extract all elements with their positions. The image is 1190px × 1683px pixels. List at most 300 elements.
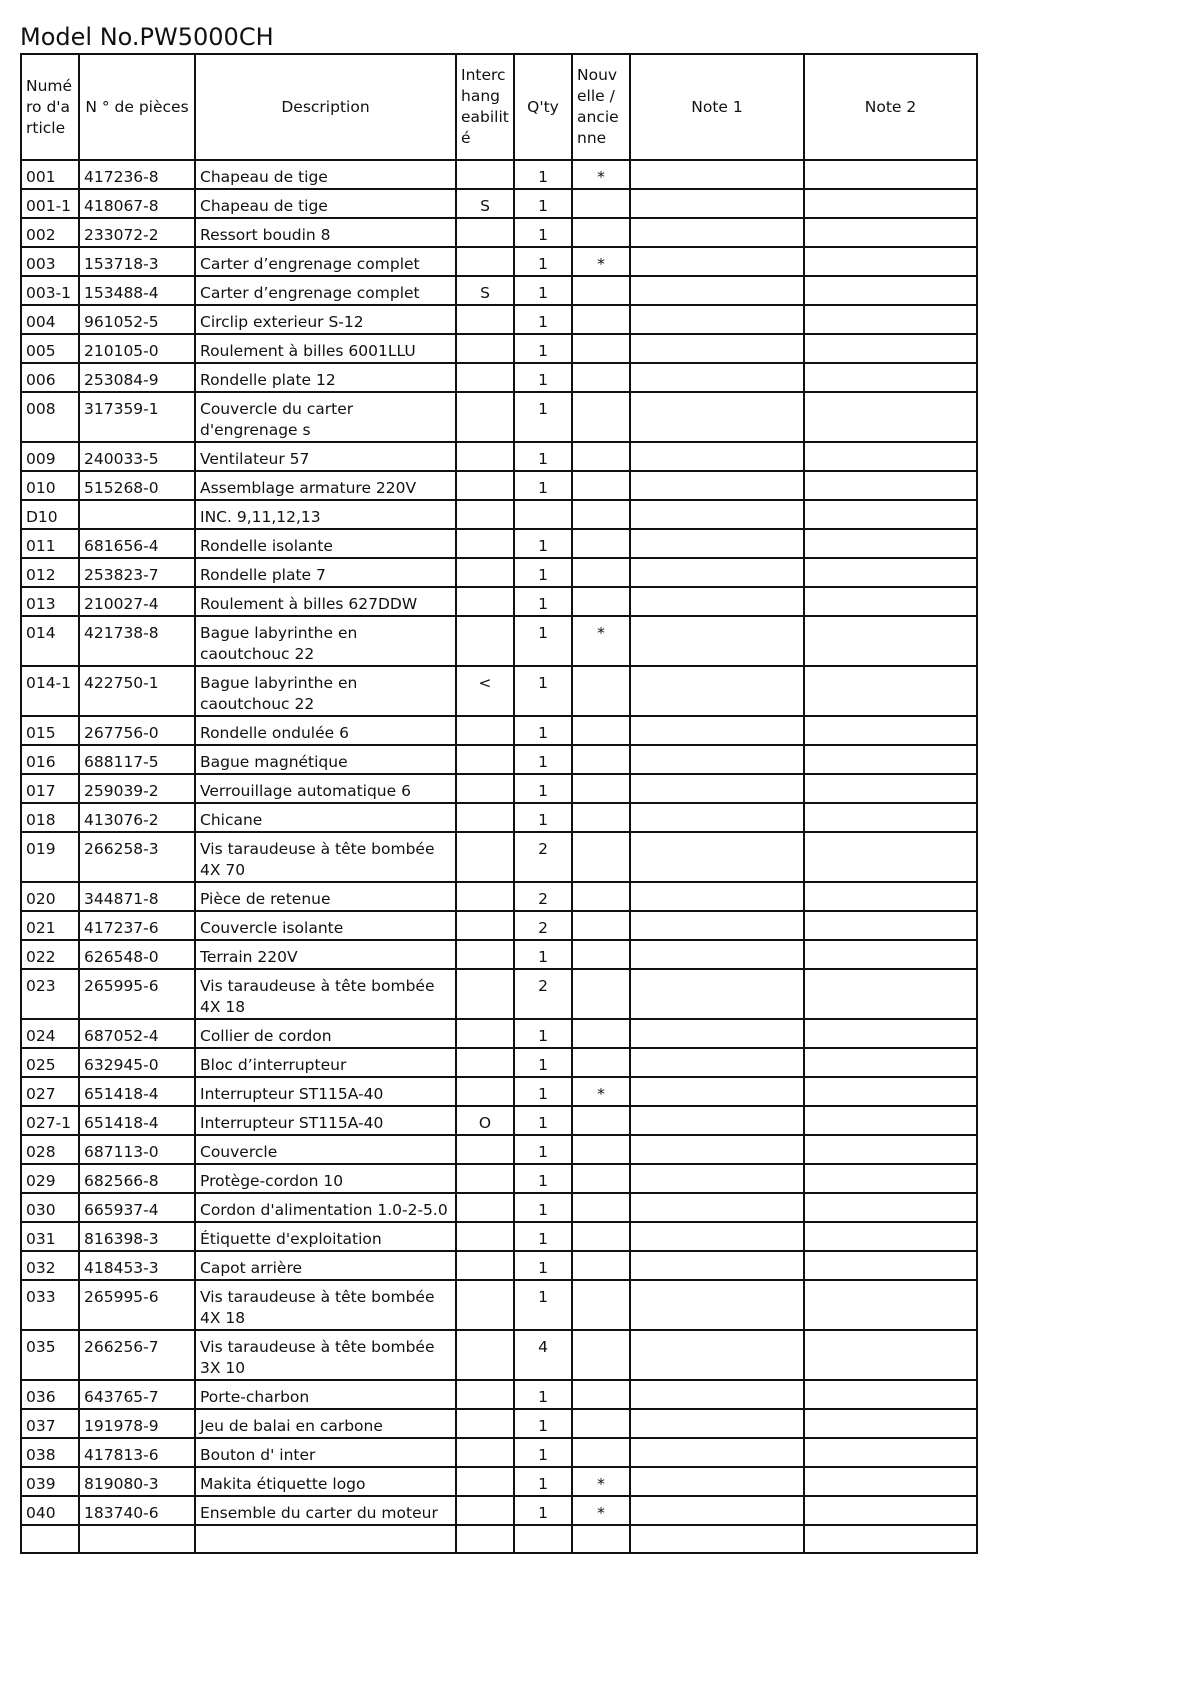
cell-note-2 (804, 500, 977, 529)
cell-item-number: 038 (21, 1438, 79, 1467)
cell-note-2 (804, 1222, 977, 1251)
cell-part-number: 240033-5 (79, 442, 195, 471)
table-row (21, 1019, 977, 1048)
table-row (21, 716, 977, 745)
table-row (21, 774, 977, 803)
cell-interchangeability (456, 558, 514, 587)
cell-part-number: 418453-3 (79, 1251, 195, 1280)
cell-new-old (572, 1164, 630, 1193)
cell-item-number: 005 (21, 334, 79, 363)
cell-item-number: 021 (21, 911, 79, 940)
cell-part-number: 417237-6 (79, 911, 195, 940)
parts-table-body (21, 160, 977, 1553)
cell-item-number: 006 (21, 363, 79, 392)
cell-note-2 (804, 1467, 977, 1496)
cell-new-old (572, 1330, 630, 1380)
table-row (21, 1106, 977, 1135)
cell-part-number: 153718-3 (79, 247, 195, 276)
cell-quantity: 1 (514, 218, 572, 247)
cell-note-1 (630, 1280, 804, 1330)
cell-note-1 (630, 363, 804, 392)
cell-quantity (514, 1525, 572, 1553)
cell-note-2 (804, 1380, 977, 1409)
cell-quantity: 4 (514, 1330, 572, 1380)
cell-interchangeability: O (456, 1106, 514, 1135)
header-new-old: Nouv elle / ancie nne (572, 54, 630, 160)
table-row (21, 276, 977, 305)
cell-quantity: 1 (514, 1496, 572, 1525)
cell-new-old (572, 392, 630, 442)
cell-description: Cordon d'alimentation 1.0-2-5.0 (195, 1193, 456, 1222)
table-row (21, 666, 977, 716)
cell-note-2 (804, 471, 977, 500)
cell-interchangeability (456, 334, 514, 363)
cell-quantity: 1 (514, 1019, 572, 1048)
cell-quantity: 1 (514, 774, 572, 803)
cell-interchangeability (456, 911, 514, 940)
cell-description: Verrouillage automatique 6 (195, 774, 456, 803)
cell-note-1 (630, 392, 804, 442)
cell-note-1 (630, 1222, 804, 1251)
cell-item-number: 012 (21, 558, 79, 587)
cell-part-number: 266256-7 (79, 1330, 195, 1380)
cell-item-number: 032 (21, 1251, 79, 1280)
cell-part-number: 626548-0 (79, 940, 195, 969)
cell-new-old (572, 276, 630, 305)
cell-description: Chapeau de tige (195, 160, 456, 189)
cell-new-old (572, 1135, 630, 1164)
table-row (21, 247, 977, 276)
cell-quantity: 1 (514, 392, 572, 442)
table-row (21, 558, 977, 587)
cell-item-number: 001 (21, 160, 79, 189)
cell-description: Carter d’engrenage complet (195, 276, 456, 305)
table-row (21, 363, 977, 392)
table-row (21, 1280, 977, 1330)
table-row (21, 616, 977, 666)
table-row (21, 832, 977, 882)
cell-part-number: 191978-9 (79, 1409, 195, 1438)
table-row (21, 803, 977, 832)
cell-note-2 (804, 1409, 977, 1438)
cell-new-old (572, 442, 630, 471)
table-row (21, 1251, 977, 1280)
cell-item-number: 016 (21, 745, 79, 774)
cell-item-number: 037 (21, 1409, 79, 1438)
cell-note-1 (630, 1048, 804, 1077)
cell-interchangeability (456, 1135, 514, 1164)
cell-note-2 (804, 1135, 977, 1164)
cell-note-2 (804, 969, 977, 1019)
cell-new-old (572, 218, 630, 247)
cell-item-number: 014 (21, 616, 79, 666)
cell-interchangeability (456, 442, 514, 471)
cell-note-1 (630, 940, 804, 969)
cell-interchangeability (456, 160, 514, 189)
cell-note-1 (630, 1496, 804, 1525)
cell-quantity: 1 (514, 529, 572, 558)
parts-table (20, 53, 978, 1554)
cell-note-1 (630, 529, 804, 558)
cell-quantity: 1 (514, 334, 572, 363)
cell-new-old (572, 716, 630, 745)
cell-quantity: 1 (514, 363, 572, 392)
cell-interchangeability (456, 745, 514, 774)
cell-part-number: 265995-6 (79, 969, 195, 1019)
table-row (21, 1135, 977, 1164)
cell-item-number: 014-1 (21, 666, 79, 716)
cell-item-number: 015 (21, 716, 79, 745)
cell-note-2 (804, 716, 977, 745)
table-row (21, 587, 977, 616)
cell-item-number: 003 (21, 247, 79, 276)
cell-description: Rondelle plate 12 (195, 363, 456, 392)
cell-part-number: 253823-7 (79, 558, 195, 587)
cell-note-2 (804, 745, 977, 774)
cell-item-number: 013 (21, 587, 79, 616)
cell-new-old (572, 1251, 630, 1280)
cell-quantity (514, 500, 572, 529)
cell-quantity: 1 (514, 1222, 572, 1251)
cell-part-number: 259039-2 (79, 774, 195, 803)
header-interchangeability: Interc hang eabilit é (456, 54, 514, 160)
cell-new-old (572, 189, 630, 218)
cell-description: Interrupteur ST115A-40 (195, 1106, 456, 1135)
cell-interchangeability (456, 774, 514, 803)
table-row (21, 940, 977, 969)
cell-note-1 (630, 276, 804, 305)
table-row (21, 160, 977, 189)
cell-quantity: 1 (514, 1135, 572, 1164)
cell-part-number: 253084-9 (79, 363, 195, 392)
cell-new-old (572, 1106, 630, 1135)
cell-note-2 (804, 1280, 977, 1330)
cell-interchangeability (456, 218, 514, 247)
cell-note-1 (630, 305, 804, 334)
cell-interchangeability (456, 1496, 514, 1525)
cell-note-2 (804, 911, 977, 940)
cell-new-old (572, 803, 630, 832)
cell-description: Vis taraudeuse à tête bombée 3X 10 (195, 1330, 456, 1380)
cell-description: Ensemble du carter du moteur (195, 1496, 456, 1525)
cell-note-2 (804, 587, 977, 616)
cell-note-2 (804, 803, 977, 832)
cell-description: Bague labyrinthe en caoutchouc 22 (195, 666, 456, 716)
cell-item-number: 025 (21, 1048, 79, 1077)
cell-description: Collier de cordon (195, 1019, 456, 1048)
cell-new-old (572, 1525, 630, 1553)
cell-quantity: 1 (514, 1438, 572, 1467)
cell-new-old (572, 363, 630, 392)
cell-note-1 (630, 218, 804, 247)
cell-quantity: 1 (514, 616, 572, 666)
cell-part-number: 153488-4 (79, 276, 195, 305)
cell-interchangeability (456, 969, 514, 1019)
cell-description: Couvercle (195, 1135, 456, 1164)
table-row (21, 1077, 977, 1106)
cell-new-old (572, 1438, 630, 1467)
cell-description: Makita étiquette logo (195, 1467, 456, 1496)
cell-item-number: 040 (21, 1496, 79, 1525)
cell-description: Roulement à billes 627DDW (195, 587, 456, 616)
cell-note-2 (804, 1525, 977, 1553)
cell-quantity: 1 (514, 160, 572, 189)
cell-note-2 (804, 442, 977, 471)
cell-item-number: 004 (21, 305, 79, 334)
cell-note-1 (630, 911, 804, 940)
cell-quantity: 1 (514, 1467, 572, 1496)
cell-interchangeability (456, 1164, 514, 1193)
cell-new-old: * (572, 160, 630, 189)
cell-interchangeability (456, 1330, 514, 1380)
cell-quantity: 1 (514, 666, 572, 716)
cell-part-number: 819080-3 (79, 1467, 195, 1496)
cell-item-number: 011 (21, 529, 79, 558)
cell-description: Bouton d' inter (195, 1438, 456, 1467)
cell-quantity: 1 (514, 558, 572, 587)
cell-note-2 (804, 392, 977, 442)
cell-new-old (572, 1409, 630, 1438)
cell-new-old (572, 1380, 630, 1409)
cell-description: Ventilateur 57 (195, 442, 456, 471)
table-row (21, 882, 977, 911)
cell-description: Couvercle isolante (195, 911, 456, 940)
cell-quantity: 2 (514, 969, 572, 1019)
cell-description: Pièce de retenue (195, 882, 456, 911)
cell-description: Jeu de balai en carbone (195, 1409, 456, 1438)
cell-item-number: 035 (21, 1330, 79, 1380)
cell-interchangeability (456, 1222, 514, 1251)
cell-new-old: * (572, 1077, 630, 1106)
cell-item-number: 023 (21, 969, 79, 1019)
cell-new-old (572, 587, 630, 616)
cell-part-number: 421738-8 (79, 616, 195, 666)
cell-description: Protège-cordon 10 (195, 1164, 456, 1193)
cell-item-number: 022 (21, 940, 79, 969)
table-row (21, 1496, 977, 1525)
cell-interchangeability (456, 1077, 514, 1106)
cell-new-old (572, 471, 630, 500)
cell-item-number: 010 (21, 471, 79, 500)
cell-item-number: 018 (21, 803, 79, 832)
cell-interchangeability (456, 587, 514, 616)
cell-note-1 (630, 1380, 804, 1409)
cell-quantity: 1 (514, 305, 572, 334)
cell-note-2 (804, 1330, 977, 1380)
table-row (21, 1330, 977, 1380)
cell-new-old (572, 745, 630, 774)
table-row (21, 1467, 977, 1496)
cell-description: Bague magnétique (195, 745, 456, 774)
cell-description: Bloc d’interrupteur (195, 1048, 456, 1077)
cell-item-number: 019 (21, 832, 79, 882)
cell-quantity: 1 (514, 803, 572, 832)
cell-item-number: 027 (21, 1077, 79, 1106)
cell-description: Couvercle du carter d'engrenage s (195, 392, 456, 442)
cell-new-old (572, 1019, 630, 1048)
cell-description: Vis taraudeuse à tête bombée 4X 70 (195, 832, 456, 882)
cell-quantity: 1 (514, 587, 572, 616)
cell-quantity: 1 (514, 247, 572, 276)
cell-item-number: D10 (21, 500, 79, 529)
cell-note-1 (630, 189, 804, 218)
cell-new-old (572, 969, 630, 1019)
cell-new-old (572, 666, 630, 716)
cell-new-old (572, 1193, 630, 1222)
cell-quantity: 1 (514, 1409, 572, 1438)
cell-part-number: 265995-6 (79, 1280, 195, 1330)
cell-interchangeability (456, 716, 514, 745)
header-note-1: Note 1 (630, 54, 804, 160)
cell-interchangeability (456, 1380, 514, 1409)
cell-part-number: 682566-8 (79, 1164, 195, 1193)
header-quantity: Q'ty (514, 54, 572, 160)
cell-interchangeability (456, 363, 514, 392)
cell-part-number: 417236-8 (79, 160, 195, 189)
cell-item-number: 030 (21, 1193, 79, 1222)
cell-interchangeability (456, 305, 514, 334)
cell-description: Vis taraudeuse à tête bombée 4X 18 (195, 1280, 456, 1330)
cell-item-number: 008 (21, 392, 79, 442)
cell-quantity: 1 (514, 716, 572, 745)
cell-note-2 (804, 529, 977, 558)
cell-interchangeability (456, 803, 514, 832)
cell-item-number: 039 (21, 1467, 79, 1496)
header-note-2: Note 2 (804, 54, 977, 160)
table-row (21, 218, 977, 247)
cell-note-1 (630, 587, 804, 616)
cell-note-1 (630, 969, 804, 1019)
cell-note-1 (630, 1251, 804, 1280)
header-item-number: Numé ro d'a rticle (21, 54, 79, 160)
cell-description: Étiquette d'exploitation (195, 1222, 456, 1251)
cell-note-2 (804, 276, 977, 305)
cell-description: Interrupteur ST115A-40 (195, 1077, 456, 1106)
cell-note-1 (630, 616, 804, 666)
cell-part-number: 651418-4 (79, 1077, 195, 1106)
cell-item-number (21, 1525, 79, 1553)
cell-note-2 (804, 1164, 977, 1193)
cell-interchangeability (456, 247, 514, 276)
cell-note-1 (630, 558, 804, 587)
cell-item-number: 017 (21, 774, 79, 803)
cell-item-number: 002 (21, 218, 79, 247)
cell-part-number: 210027-4 (79, 587, 195, 616)
cell-quantity: 1 (514, 1193, 572, 1222)
table-row (21, 911, 977, 940)
cell-description: Carter d’engrenage complet (195, 247, 456, 276)
table-row (21, 1222, 977, 1251)
cell-interchangeability (456, 1019, 514, 1048)
cell-quantity: 1 (514, 1280, 572, 1330)
cell-note-1 (630, 471, 804, 500)
table-row (21, 1438, 977, 1467)
cell-note-2 (804, 774, 977, 803)
cell-note-1 (630, 1330, 804, 1380)
cell-note-2 (804, 1077, 977, 1106)
cell-note-2 (804, 1048, 977, 1077)
cell-note-1 (630, 1106, 804, 1135)
cell-part-number: 233072-2 (79, 218, 195, 247)
cell-part-number: 183740-6 (79, 1496, 195, 1525)
cell-part-number: 317359-1 (79, 392, 195, 442)
cell-part-number: 418067-8 (79, 189, 195, 218)
cell-description: Assemblage armature 220V (195, 471, 456, 500)
cell-interchangeability (456, 1467, 514, 1496)
cell-note-1 (630, 442, 804, 471)
cell-quantity: 2 (514, 911, 572, 940)
cell-note-1 (630, 500, 804, 529)
cell-part-number: 344871-8 (79, 882, 195, 911)
cell-note-2 (804, 882, 977, 911)
cell-interchangeability (456, 1409, 514, 1438)
cell-interchangeability (456, 1438, 514, 1467)
cell-new-old (572, 774, 630, 803)
cell-new-old (572, 1048, 630, 1077)
cell-part-number (79, 1525, 195, 1553)
table-row (21, 1409, 977, 1438)
cell-part-number: 515268-0 (79, 471, 195, 500)
cell-part-number: 413076-2 (79, 803, 195, 832)
header-row (21, 54, 977, 160)
cell-note-2 (804, 218, 977, 247)
cell-item-number: 033 (21, 1280, 79, 1330)
cell-description: Ressort boudin 8 (195, 218, 456, 247)
cell-interchangeability (456, 392, 514, 442)
table-row (21, 1380, 977, 1409)
cell-note-2 (804, 1106, 977, 1135)
cell-new-old (572, 832, 630, 882)
cell-new-old (572, 529, 630, 558)
cell-note-1 (630, 1019, 804, 1048)
header-part-number: N ° de pièces (79, 54, 195, 160)
cell-note-2 (804, 160, 977, 189)
cell-new-old (572, 1222, 630, 1251)
cell-interchangeability (456, 616, 514, 666)
cell-interchangeability (456, 832, 514, 882)
cell-note-2 (804, 616, 977, 666)
cell-interchangeability (456, 940, 514, 969)
cell-description: Roulement à billes 6001LLU (195, 334, 456, 363)
cell-note-2 (804, 1019, 977, 1048)
cell-item-number: 031 (21, 1222, 79, 1251)
cell-quantity: 1 (514, 442, 572, 471)
cell-new-old: * (572, 616, 630, 666)
cell-note-2 (804, 247, 977, 276)
cell-description: Capot arrière (195, 1251, 456, 1280)
cell-note-1 (630, 1077, 804, 1106)
header-description: Description (195, 54, 456, 160)
cell-note-1 (630, 247, 804, 276)
cell-note-1 (630, 774, 804, 803)
cell-interchangeability (456, 1193, 514, 1222)
cell-quantity: 2 (514, 882, 572, 911)
cell-part-number: 632945-0 (79, 1048, 195, 1077)
cell-new-old: * (572, 247, 630, 276)
cell-item-number: 028 (21, 1135, 79, 1164)
cell-description: Rondelle ondulée 6 (195, 716, 456, 745)
cell-interchangeability (456, 882, 514, 911)
cell-quantity: 1 (514, 1164, 572, 1193)
cell-interchangeability (456, 500, 514, 529)
cell-description: Vis taraudeuse à tête bombée 4X 18 (195, 969, 456, 1019)
table-row (21, 969, 977, 1019)
cell-note-2 (804, 1438, 977, 1467)
cell-interchangeability (456, 1525, 514, 1553)
cell-interchangeability (456, 1048, 514, 1077)
cell-description: Rondelle plate 7 (195, 558, 456, 587)
cell-note-1 (630, 666, 804, 716)
